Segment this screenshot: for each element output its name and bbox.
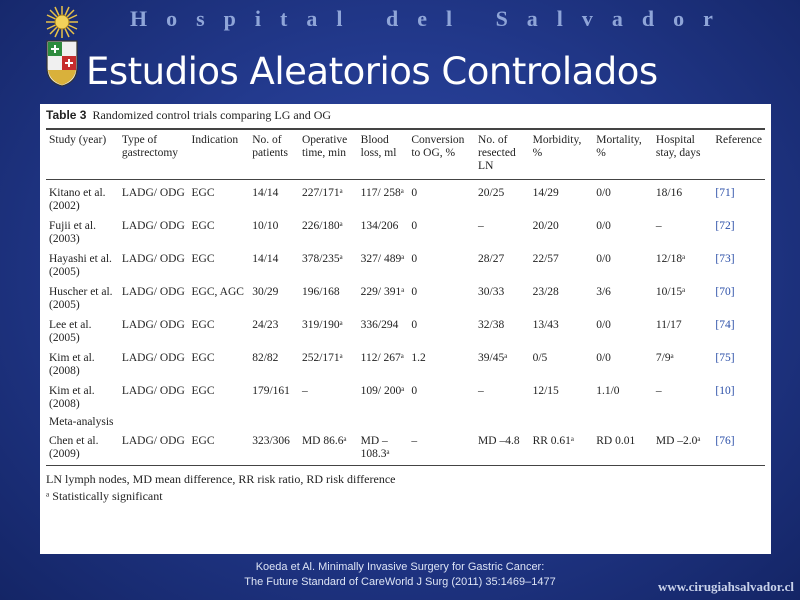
table-body bbox=[46, 180, 765, 466]
hospital-shield-icon bbox=[44, 38, 80, 88]
table-row bbox=[46, 250, 765, 283]
table-cell: 0/0 bbox=[596, 187, 611, 199]
sun-logo-icon bbox=[44, 4, 80, 40]
reference-link[interactable]: [71] bbox=[715, 187, 735, 199]
table-cell: LADG/ ODG bbox=[121, 435, 185, 447]
table-cell: 7/9ᵃ bbox=[655, 352, 674, 364]
table-cell: 196/168 bbox=[301, 286, 340, 298]
citation-line: The Future Standard of CareWorld J Surg (2011) 35:1469–1477 bbox=[244, 576, 556, 588]
table-cell: – bbox=[301, 385, 308, 397]
table-cell: – bbox=[655, 385, 662, 397]
table-cell: 226/180ᵃ bbox=[301, 220, 343, 232]
reference-link[interactable]: [72] bbox=[715, 220, 735, 232]
table-cell: 229/ 391ᵃ bbox=[360, 286, 405, 298]
table-cell: 112/ 267ᵃ bbox=[360, 352, 404, 364]
table-cell: 319/190ᵃ bbox=[301, 319, 343, 331]
table-row bbox=[46, 432, 765, 466]
table-cell: MD –2.0ᵃ bbox=[655, 435, 701, 447]
reference-link[interactable]: [76] bbox=[715, 435, 735, 447]
table-cell: – bbox=[411, 435, 418, 447]
table-row bbox=[46, 217, 765, 250]
column-header: Study (year) bbox=[49, 134, 107, 146]
table-cell: Kim et al. (2008) bbox=[49, 352, 95, 377]
table-cell: 39/45ᵃ bbox=[478, 352, 508, 364]
table-cell: RR 0.61ᵃ bbox=[532, 435, 575, 447]
citation-line: Koeda et Al. Minimally Invasive Surgery for Gastric Cancer: bbox=[255, 561, 545, 573]
table-cell: 0/0 bbox=[596, 253, 611, 265]
table-cell: RD 0.01 bbox=[596, 435, 636, 447]
table-caption-text: Randomized control trials comparing LG and OG bbox=[92, 108, 332, 122]
table-cell: 0 bbox=[411, 286, 418, 298]
table-cell: EGC bbox=[191, 187, 215, 199]
table-cell: 18/16 bbox=[655, 187, 683, 199]
table-cell: Kitano et al. (2002) bbox=[49, 187, 106, 212]
table-cell: Fujii et al. (2003) bbox=[49, 220, 96, 245]
table-cell: 28/27 bbox=[478, 253, 505, 265]
table-cell: 0 bbox=[411, 187, 418, 199]
reference-link[interactable]: [10] bbox=[715, 385, 735, 397]
table-cell: 82/82 bbox=[252, 352, 279, 364]
reference-link[interactable]: [70] bbox=[715, 286, 735, 298]
table-cell: 30/33 bbox=[478, 286, 505, 298]
table-cell: 0 bbox=[411, 253, 418, 265]
table-row bbox=[46, 382, 765, 415]
column-header: Blood loss, ml bbox=[360, 134, 397, 159]
table-cell: EGC bbox=[191, 253, 215, 265]
table-cell: EGC bbox=[191, 385, 215, 397]
table-cell: 0/0 bbox=[596, 319, 611, 331]
table-cell: Huscher et al. (2005) bbox=[49, 286, 113, 311]
table-cell: 0 bbox=[411, 319, 418, 331]
table-cell: EGC bbox=[191, 319, 215, 331]
table-cell: 14/29 bbox=[532, 187, 559, 199]
column-header: No. of patients bbox=[252, 134, 288, 159]
table-cell: 14/14 bbox=[252, 253, 279, 265]
table-cell: 0 bbox=[411, 385, 418, 397]
table-cell: 23/28 bbox=[532, 286, 559, 298]
table-cell: 227/171ᵃ bbox=[301, 187, 343, 199]
table-cell: 179/161 bbox=[252, 385, 290, 397]
table-cell: – bbox=[655, 220, 662, 232]
table-cell: LADG/ ODG bbox=[121, 286, 185, 298]
table-cell: LADG/ ODG bbox=[121, 187, 185, 199]
table-caption-label: Table 3 bbox=[46, 108, 87, 122]
table-cell: 109/ 200ᵃ bbox=[360, 385, 405, 397]
column-header: No. of resected LN bbox=[478, 134, 516, 172]
table-cell: 10/10 bbox=[252, 220, 279, 232]
table-cell: Lee et al. (2005) bbox=[49, 319, 92, 344]
table-cell: 24/23 bbox=[252, 319, 279, 331]
table-cell: 327/ 489ᵃ bbox=[360, 253, 405, 265]
table-cell: 0/0 bbox=[596, 352, 611, 364]
column-header: Reference bbox=[715, 134, 762, 146]
table-cell: 0/0 bbox=[596, 220, 611, 232]
reference-link[interactable]: [75] bbox=[715, 352, 735, 364]
table-cell: 11/17 bbox=[655, 319, 682, 331]
column-header: Conversion to OG, % bbox=[411, 134, 465, 159]
column-header: Morbidity, % bbox=[532, 134, 582, 159]
table-cell: 20/25 bbox=[478, 187, 505, 199]
footnote-abbreviations: LN lymph nodes, MD mean difference, RR risk ratio, RD risk difference bbox=[46, 472, 396, 486]
table-cell: LADG/ ODG bbox=[121, 352, 185, 364]
column-header: Indication bbox=[191, 134, 239, 146]
table-cell: 10/15ᵃ bbox=[655, 286, 686, 298]
table-cell: Chen et al. (2009) bbox=[49, 435, 99, 460]
table-cell: 3/6 bbox=[596, 286, 611, 298]
table-panel bbox=[40, 104, 771, 554]
table-row bbox=[46, 349, 765, 382]
column-header: Mortality, % bbox=[596, 134, 642, 159]
table-cell: MD 86.6ᵃ bbox=[301, 435, 347, 447]
table-cell: 0 bbox=[411, 220, 418, 232]
meta-analysis-label: Meta-analysis bbox=[49, 416, 114, 428]
table-cell: 1.1/0 bbox=[596, 385, 620, 397]
table-cell: 12/15 bbox=[532, 385, 559, 397]
table-cell: 12/18ᵃ bbox=[655, 253, 686, 265]
table-cell: EGC bbox=[191, 220, 215, 232]
table-cell: – bbox=[478, 385, 484, 397]
table-cell: Kim et al. (2008) bbox=[49, 385, 95, 410]
column-header: Operative time, min bbox=[301, 134, 348, 159]
meta-analysis-row bbox=[46, 415, 765, 432]
table-cell: 117/ 258ᵃ bbox=[360, 187, 404, 199]
table-cell: 0/5 bbox=[532, 352, 548, 364]
footnote-significance: ᵃ Statistically significant bbox=[46, 489, 163, 503]
table-cell: 20/20 bbox=[532, 220, 559, 232]
table-cell: – bbox=[478, 220, 484, 232]
table-cell: 134/206 bbox=[360, 220, 399, 232]
table-cell: 323/306 bbox=[252, 435, 290, 447]
table-cell: LADG/ ODG bbox=[121, 385, 185, 397]
table-cell: EGC bbox=[191, 435, 215, 447]
table-cell: 336/294 bbox=[360, 319, 399, 331]
table-cell: 30/29 bbox=[252, 286, 279, 298]
table-cell: 14/14 bbox=[252, 187, 279, 199]
table-row bbox=[46, 180, 765, 218]
rct-table bbox=[46, 128, 765, 466]
table-cell: LADG/ ODG bbox=[121, 220, 185, 232]
slide-title: Estudios Aleatorios Controlados bbox=[86, 50, 658, 93]
table-cell: LADG/ ODG bbox=[121, 253, 185, 265]
table-cell: Hayashi et al. (2005) bbox=[49, 253, 112, 278]
table-row bbox=[46, 316, 765, 349]
table-cell: 22/57 bbox=[532, 253, 559, 265]
table-footnotes bbox=[46, 471, 765, 505]
table-cell: 32/38 bbox=[478, 319, 505, 331]
reference-link[interactable]: [73] bbox=[715, 253, 735, 265]
table-caption bbox=[46, 108, 765, 123]
column-header: Hospital stay, days bbox=[655, 134, 701, 159]
reference-link[interactable]: [74] bbox=[715, 319, 735, 331]
column-header: Type of gastrectomy bbox=[121, 134, 179, 159]
hospital-name: Hospital del Salvador bbox=[130, 6, 732, 31]
table-cell: 13/43 bbox=[532, 319, 559, 331]
table-cell: MD –4.8 bbox=[478, 435, 520, 447]
website-url: www.cirugiahsalvador.cl bbox=[657, 579, 794, 594]
table-cell: EGC bbox=[191, 352, 215, 364]
table-cell: 1.2 bbox=[411, 352, 426, 364]
table-cell: MD – 108.3ᵃ bbox=[360, 435, 390, 460]
table-cell: LADG/ ODG bbox=[121, 319, 185, 331]
table-cell: 378/235ᵃ bbox=[301, 253, 343, 265]
table-header-row bbox=[46, 129, 765, 180]
table-cell: 252/171ᵃ bbox=[301, 352, 343, 364]
table-row bbox=[46, 283, 765, 316]
table-cell: EGC, AGC bbox=[191, 286, 244, 298]
